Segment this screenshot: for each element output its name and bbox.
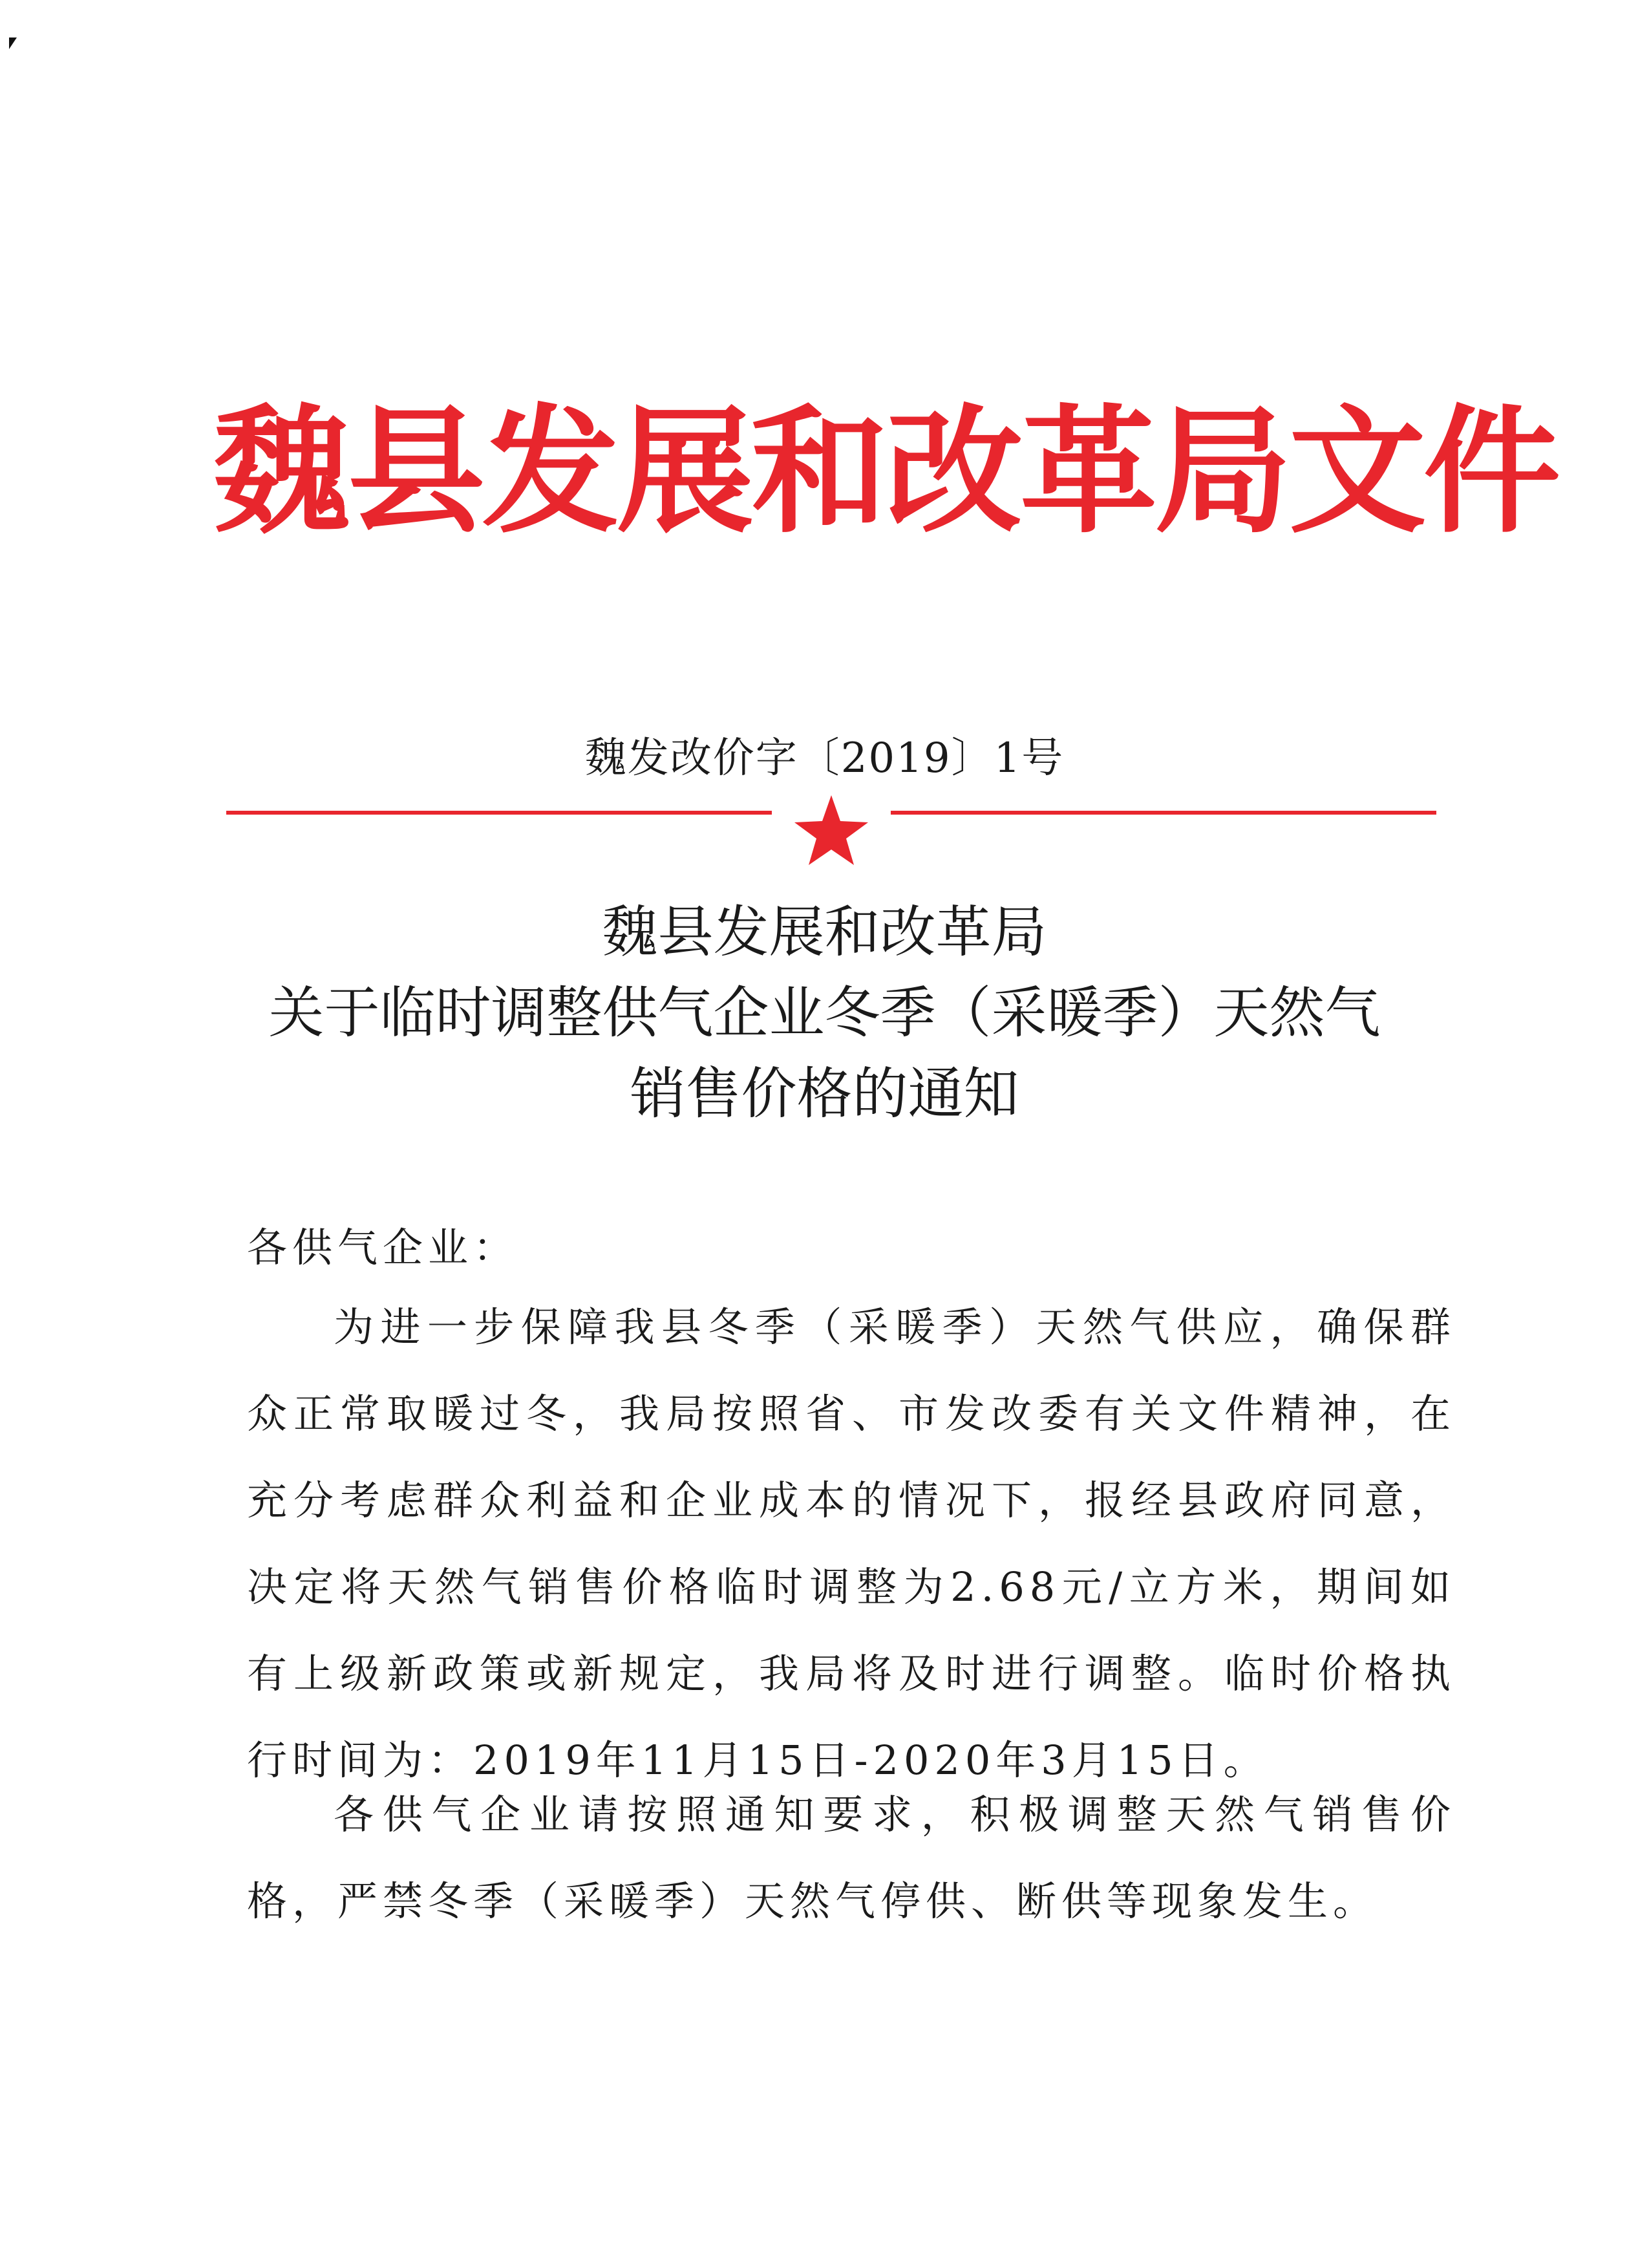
body-paragraph-1: 为进一步保障我县冬季（采暖季）天然气供应，确保群众正常取暖过冬，我局按照省、市发改委有关文件精神，在充分考虑群众利益和企业成本的情况下，报经县政府同意，决定将天然气销售价格临时调整为2.68元/立方米，期间如有上级新政策或新规定，我局将及时进行调整。临时价格执行时间为：2019年11月15日-2020年3月15日。 xyxy=(247,1303,1456,1784)
title-line-2: 关于临时调整供气企业冬季（采暖季）天然气 xyxy=(268,981,1381,1045)
divider-line-left xyxy=(226,811,772,815)
red-divider xyxy=(226,795,1436,866)
divider-line-right xyxy=(891,811,1436,815)
document-number: 魏发改价字〔2019〕1号 xyxy=(584,734,1065,782)
star-icon xyxy=(794,795,868,865)
title-line-1: 魏县发展和改革局 xyxy=(602,900,1047,965)
notice-title xyxy=(0,892,1649,1135)
scan-corner-mark xyxy=(9,37,17,49)
title-line-3: 销售价格的通知 xyxy=(630,1062,1019,1126)
body-paragraph-2: 各供气企业请按照通知要求，积极调整天然气销售价格，严禁冬季（采暖季）天然气停供、断供等现象发生。 xyxy=(247,1791,1456,1925)
issuer-header: 魏县发展和改革局文件 xyxy=(213,392,1558,551)
salutation: 各供气企业： xyxy=(247,1224,519,1271)
